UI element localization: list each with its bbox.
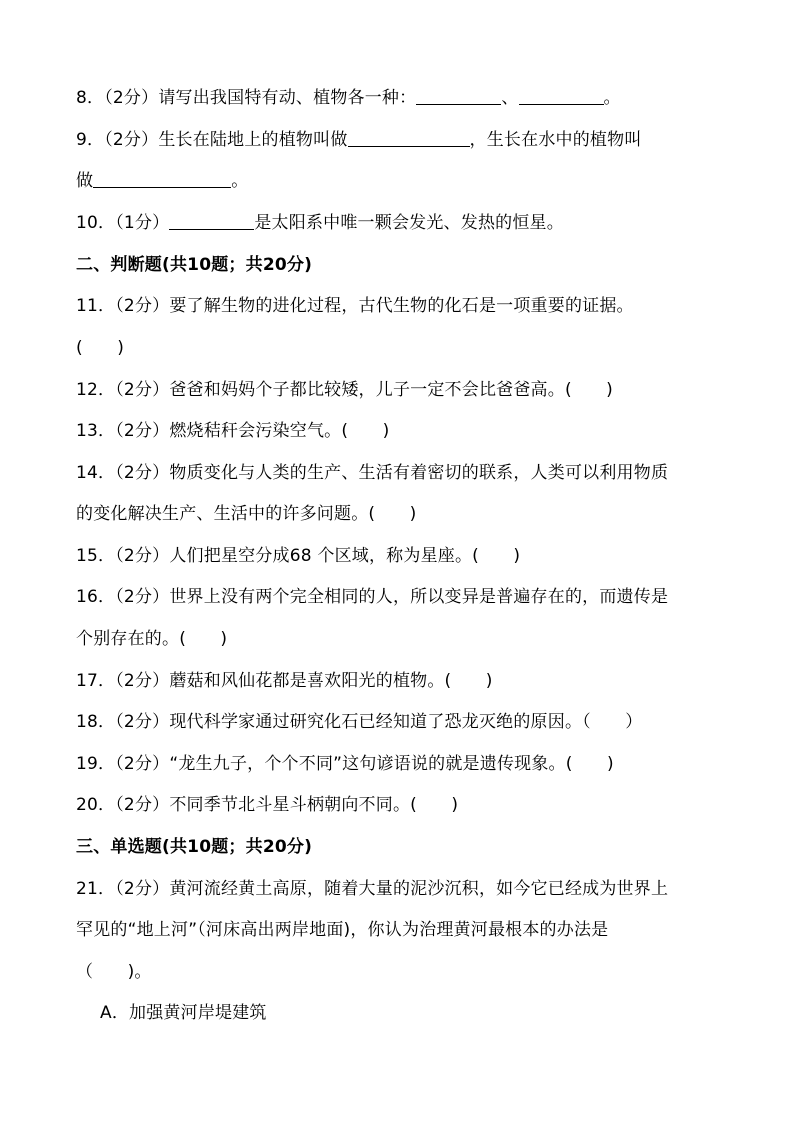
question-16-line-2: 个别存在的。( ) xyxy=(76,629,228,649)
question-10-stem: 是太阳系中唯一颗会发光、发热的恒星。 xyxy=(254,213,564,233)
period: 。 xyxy=(603,88,621,108)
separator: 、 xyxy=(501,88,519,108)
question-17: 17．（2分）蘑菇和风仙花都是喜欢阳光的植物。( ) xyxy=(76,671,493,691)
question-14: 14．（2分）物质变化与人类的生产、生活有着密切的联系，人类可以利用物质 xyxy=(76,463,669,483)
question-9 xyxy=(76,128,642,152)
question-11-paren: ( ) xyxy=(76,338,125,358)
question-18: 18．（2分）现代科学家通过研究化石已经知道了恐龙灭绝的原因。（ ） xyxy=(76,712,643,732)
question-9-stem-b: ，生长在水中的植物叫 xyxy=(469,130,642,150)
question-11: 11．（2分）要了解生物的进化过程，古代生物的化石是一项重要的证据。 xyxy=(76,296,634,316)
section-3-title: 三、单选题(共10题；共20分) xyxy=(76,837,313,857)
question-8-stem: 8．（2分）请写出我国特有动、植物各一种： xyxy=(76,88,417,108)
question-14-line-2: 的变化解决生产、生活中的许多问题。( ) xyxy=(76,504,417,524)
question-9-line-2 xyxy=(76,169,248,193)
question-21-line-3: （ )。 xyxy=(76,962,152,982)
question-21-line-2: 罕见的“地上河”（河床高出两岸地面)，你认为治理黄河最根本的办法是 xyxy=(76,920,609,940)
section-2-title: 二、判断题(共10题；共20分) xyxy=(76,255,313,275)
period: 。 xyxy=(231,171,249,191)
question-19: 19．（2分）“龙生九子，个个不同”这句谚语说的就是遗传现象。( ) xyxy=(76,754,614,774)
answer-blank[interactable] xyxy=(416,86,501,105)
question-9-line-2-text: 做 xyxy=(76,171,94,191)
question-16: 16．（2分）世界上没有两个完全相同的人，所以变异是普遍存在的，而遗传是 xyxy=(76,587,669,607)
answer-blank[interactable] xyxy=(93,169,231,188)
question-12: 12．（2分）爸爸和妈妈个子都比较矮，儿子一定不会比爸爸高。( ) xyxy=(76,380,614,400)
question-15: 15．（2分）人们把星空分成68 个区域，称为星座。( ) xyxy=(76,546,521,566)
question-8 xyxy=(76,86,621,110)
question-21: 21．（2分）黄河流经黄土高原，随着大量的泥沙沉积，如今它已经成为世界上 xyxy=(76,879,669,899)
question-10-prefix: 10．（1分） xyxy=(76,213,170,233)
question-20: 20．（2分）不同季节北斗星斗柄朝向不同。( ) xyxy=(76,795,459,815)
answer-blank[interactable] xyxy=(348,128,470,147)
option-a[interactable]: A．加强黄河岸堤建筑 xyxy=(100,1003,267,1023)
answer-blank[interactable] xyxy=(169,211,254,230)
answer-blank[interactable] xyxy=(519,86,604,105)
question-13: 13．（2分）燃烧秸秆会污染空气。( ) xyxy=(76,421,390,441)
question-10 xyxy=(76,211,564,235)
question-9-stem-a: 9．（2分）生长在陆地上的植物叫做 xyxy=(76,130,348,150)
